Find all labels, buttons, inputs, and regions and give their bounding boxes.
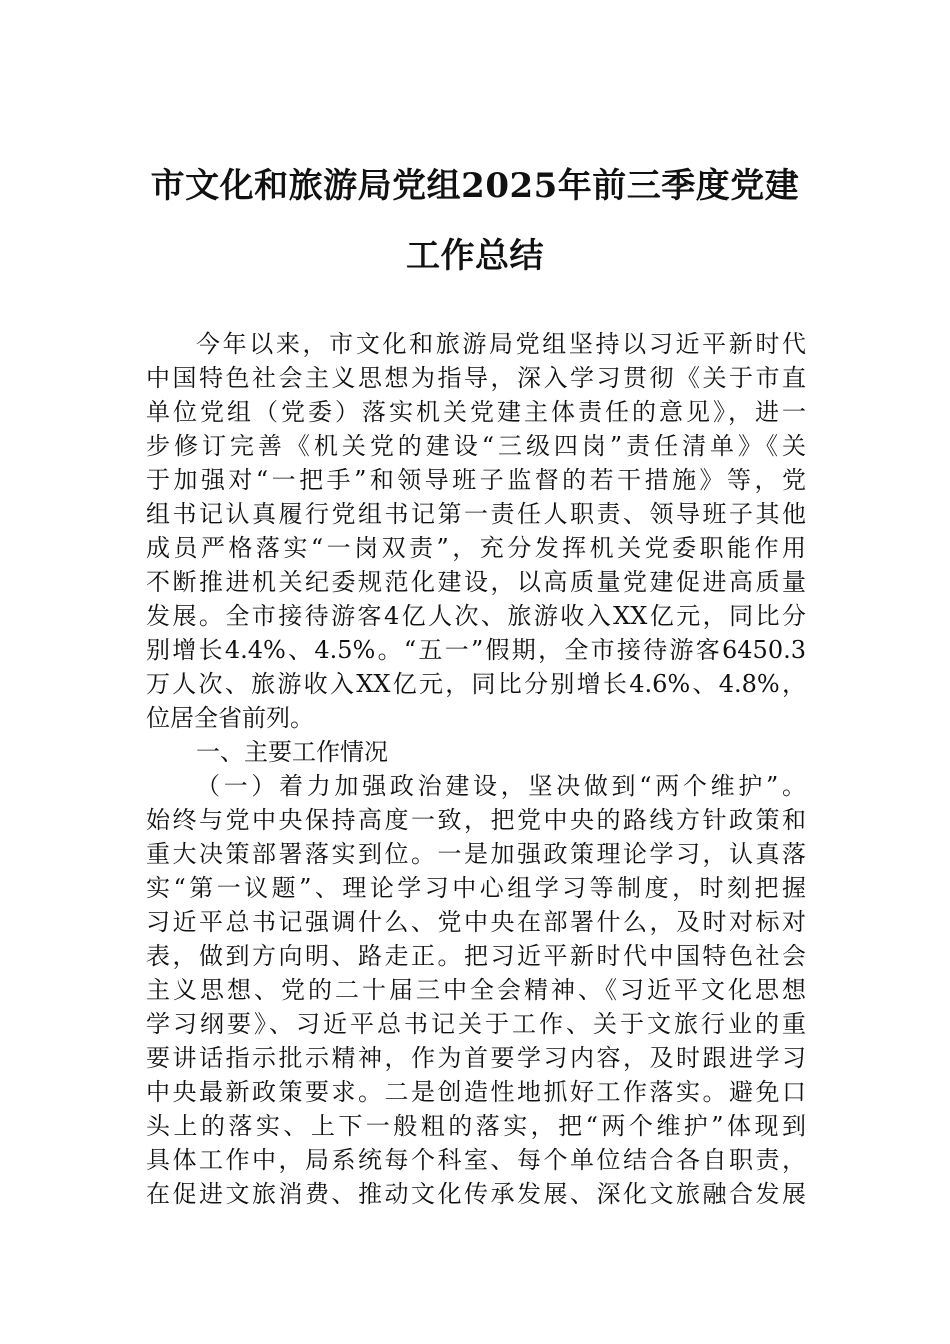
text-line: 始终与党中央保持高度一致，把党中央的路线方针政策和 [146, 806, 806, 834]
text-line: 今年以来，市文化和旅游局党组坚持以习近平新时代 [196, 330, 806, 358]
text-line: 中国特色社会主义思想为指导，深入学习贯彻《关于市直 [146, 364, 806, 392]
text-line: 重大决策部署落实到位。一是加强政策理论学习，认真落 [146, 840, 806, 868]
text-line: 单位党组（党委）落实机关党建主体责任的意见》，进一 [146, 398, 806, 426]
text-line: 要讲话指示批示精神，作为首要学习内容，及时跟进学习 [146, 1044, 806, 1072]
text-line: 头上的落实、上下一般粗的落实，把“两个维护”体现到 [146, 1112, 806, 1140]
text-line: 组书记认真履行党组书记第一责任人职责、领导班子其他 [146, 500, 806, 528]
text-line: 于加强对“一把手”和领导班子监督的若干措施》等，党 [146, 466, 806, 494]
text-line: （一）着力加强政治建设，坚决做到“两个维护”。 [196, 772, 806, 800]
text-line: 习近平总书记强调什么、党中央在部署什么，及时对标对 [146, 908, 806, 936]
text-line: 万人次、旅游收入XX亿元，同比分别增长4.6%、4.8%， [146, 670, 806, 698]
text-line: 成员严格落实“一岗双责”，充分发挥机关党委职能作用 [146, 534, 806, 562]
text-line: 表，做到方向明、路走正。把习近平新时代中国特色社会 [146, 942, 806, 970]
text-line: 实“第一议题”、理论学习中心组学习等制度，时刻把握 [146, 874, 806, 902]
text-line: 位居全省前列。 [146, 704, 314, 732]
text-line: 发展。全市接待游客4亿人次、旅游收入XX亿元，同比分 [146, 602, 806, 630]
text-line: 学习纲要》、习近平总书记关于工作、关于文旅行业的重 [146, 1010, 806, 1038]
section-heading: 一、主要工作情况 [196, 738, 388, 766]
text-line: 主义思想、党的二十届三中全会精神、《习近平文化思想 [146, 976, 806, 1004]
text-line: 别增长4.4%、4.5%。“五一”假期，全市接待游客6450.3 [146, 636, 806, 664]
paragraph-section-1 [146, 769, 806, 1211]
text-line: 步修订完善《机关党的建设“三级四岗”责任清单》《关 [146, 432, 806, 460]
text-line: 中央最新政策要求。二是创造性地抓好工作落实。避免口 [146, 1078, 806, 1106]
text-line: 不断推进机关纪委规范化建设，以高质量党建促进高质量 [146, 568, 806, 596]
document-title-line-1: 市文化和旅游局党组2025年前三季度党建 [150, 166, 800, 206]
paragraph-intro [146, 327, 806, 735]
text-line: 具体工作中，局系统每个科室、每个单位结合各自职责， [146, 1146, 806, 1174]
text-line: 在促进文旅消费、推动文化传承发展、深化文旅融合发展 [146, 1180, 806, 1208]
document-body [146, 327, 806, 1211]
document-title-line-2: 工作总结 [406, 236, 544, 276]
